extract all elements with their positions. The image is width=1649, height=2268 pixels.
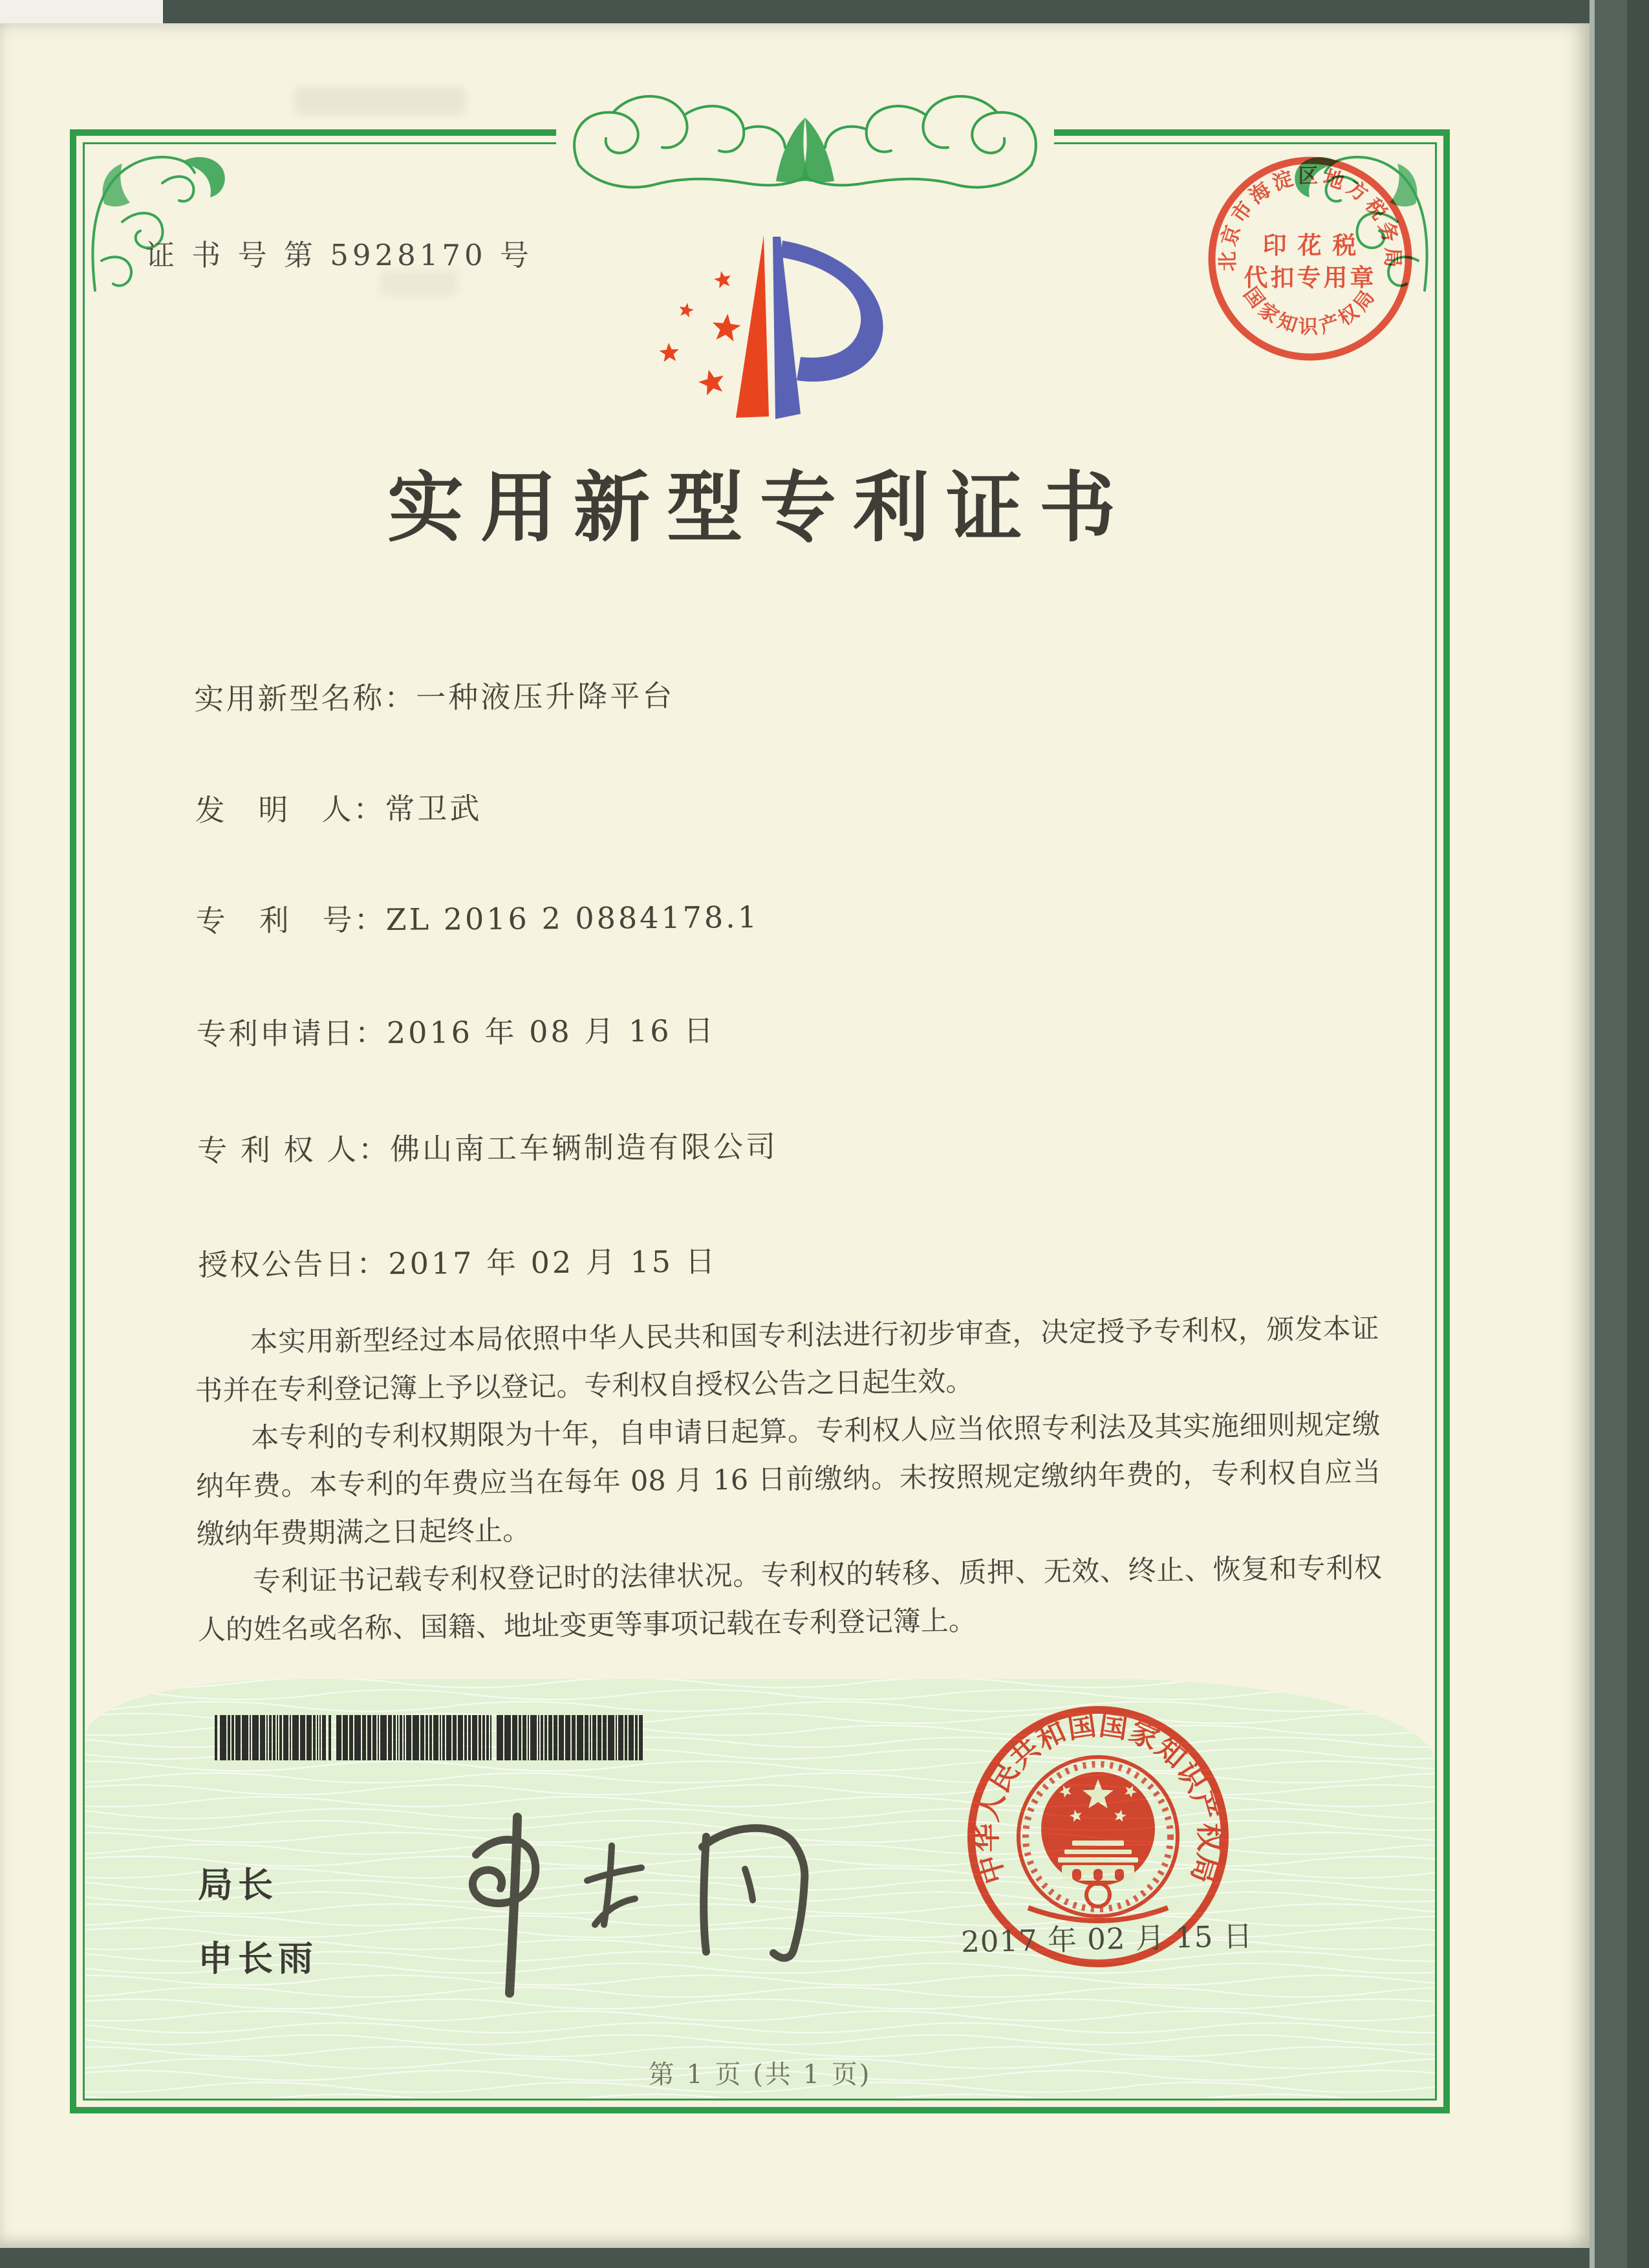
certificate-title: 实用新型专利证书: [387, 462, 1132, 552]
certificate-number: 证 书 号 第 5928170 号: [146, 238, 533, 272]
director-name: 申长雨: [198, 1938, 318, 1979]
stamp-arc-top-text: 北京市海淀区地方税务局: [1216, 164, 1405, 272]
signature-handwriting: [414, 1798, 841, 2011]
stamp-arc-bottom-text: 国家知识产权局: [1238, 283, 1382, 339]
seal-date: 2017 年 02 月 15 日: [960, 1918, 1254, 1960]
field-filing-date: [197, 1007, 717, 1053]
field-value: 佛山南工车辆制造有限公司: [389, 1129, 779, 1167]
stamp-tax-seal: [1196, 145, 1424, 373]
field-label: 专 利 号：: [195, 902, 386, 938]
certificate-fields: [194, 667, 1395, 1310]
field-patent-number: [195, 894, 759, 940]
field-patentee: [197, 1123, 778, 1170]
legal-paragraph: 本实用新型经过本局依照中华人民共和国专利法进行初步审查，决定授予专利权，颁发本证书并在专利登记簿上予以登记。专利权自授权公告之日起生效。: [195, 1312, 1379, 1407]
legal-paragraph: 本专利的专利权期限为十年，自申请日起算。专利权人应当依照专利法及其实施细则规定缴纳年费。本专利的年费应当在每年 08 月 16 日前缴纳。未按照规定缴纳年费的，专利权自应当缴纳年费期满之日起终止。: [195, 1408, 1381, 1551]
national-emblem-icon: [1018, 1757, 1178, 1921]
dragon-ornament-icon: [440, 65, 1170, 200]
legal-paragraph: 专利证书记载专利权登记时的法律状况。专利权的转移、质押、无效、终止、恢复和专利权人的姓名或名称、国籍、地址变更等事项记载在专利登记簿上。: [197, 1551, 1383, 1647]
legal-text: [194, 1305, 1383, 1654]
field-value: 常卫武: [385, 790, 482, 826]
field-label: 专 利 权 人：: [197, 1131, 391, 1168]
ink-bleed-smudge: [380, 270, 458, 296]
field-label: 发 明 人：: [195, 791, 385, 828]
stamp-line1-text: 印 花 税: [1262, 231, 1358, 259]
field-value: 2017 年 02 月 15 日: [388, 1244, 718, 1281]
field-label: 专利申请日：: [196, 1015, 387, 1052]
scan-edge-white: [0, 0, 163, 23]
field-label: 实用新型名称：: [194, 680, 416, 717]
field-inventor: [195, 785, 482, 830]
field-value: 一种液压升降平台: [416, 678, 675, 715]
ink-bleed-smudge: [294, 87, 466, 114]
scan-edge-dark-band: [1590, 0, 1649, 2268]
field-value: ZL 2016 2 0884178.1: [385, 899, 760, 937]
seal-arc-text: 中华人民共和国国家知识产权局: [970, 1708, 1226, 1888]
page-footer: 第 1 页 (共 1 页): [648, 2060, 872, 2090]
barcode: [215, 1715, 653, 1760]
field-value: 2016 年 08 月 16 日: [386, 1013, 717, 1050]
field-label: 授权公告日：: [198, 1246, 389, 1282]
stamp-line2-text: 代扣专用章: [1244, 263, 1377, 292]
cnipa-patent-logo-icon: [637, 213, 928, 438]
director-title: 局长: [198, 1864, 278, 1905]
field-utility-model-name: [194, 673, 674, 718]
field-grant-date: [198, 1238, 718, 1284]
